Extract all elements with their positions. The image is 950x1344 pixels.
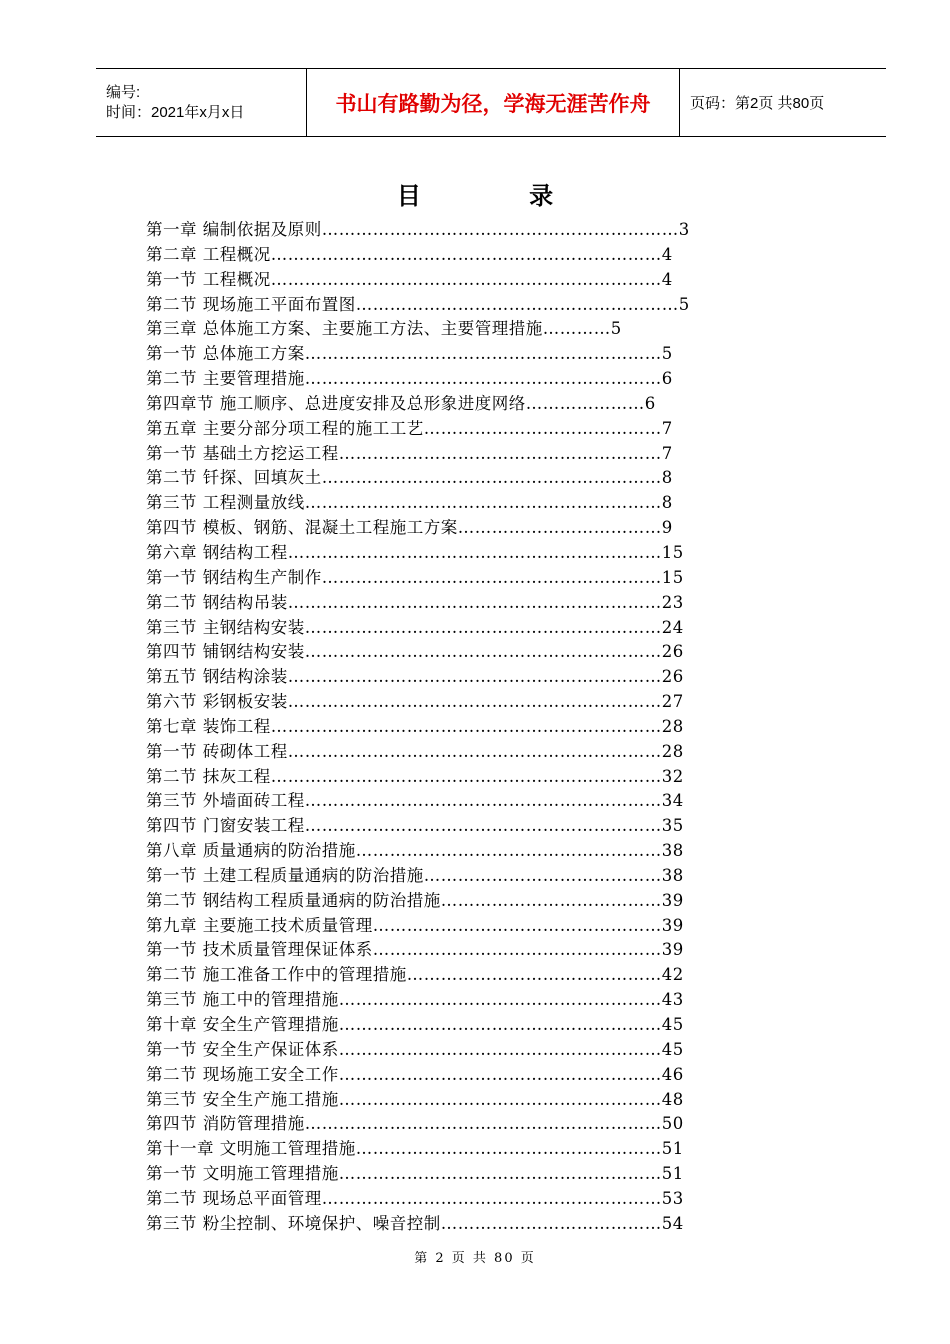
header-time: 时间：2021年x月x日	[106, 103, 245, 121]
header-motto	[307, 69, 680, 136]
toc-entry-page: 7	[661, 443, 673, 463]
toc-entry-page: 26	[661, 667, 684, 687]
toc-entry-dots: ………………………………………………………	[304, 369, 662, 389]
page-title: 目 录	[396, 182, 604, 210]
toc-entry-title: 第三节 施工中的管理措施	[146, 990, 339, 1010]
toc-entry[interactable]	[146, 268, 786, 293]
toc-entry-dots: ………………………………………………………	[304, 816, 662, 836]
toc-entry[interactable]	[146, 616, 786, 641]
toc-entry[interactable]	[146, 218, 786, 243]
toc-entry-title: 第四章节 施工顺序、总进度安排及总形象进度网络	[146, 393, 526, 413]
toc-entry-page: 45	[661, 1039, 684, 1059]
toc-entry-dots: …………………………………………………………	[287, 542, 662, 562]
toc-entry-dots: ………………………………………………	[355, 1139, 662, 1159]
toc-entry-title: 第一节 总体施工方案	[146, 344, 305, 364]
toc-entry[interactable]	[146, 466, 786, 491]
toc-entry-dots: ………………………………………………………	[304, 791, 662, 811]
toc-entry-title: 第八章 质量通病的防治措施	[146, 841, 356, 861]
toc-entry-page: 38	[661, 865, 684, 885]
toc-entry-page: 8	[661, 493, 673, 513]
toc-entry-title: 第二节 钢结构工程质量通病的防治措施	[146, 890, 441, 910]
toc-entry-title: 第十一章 文明施工管理措施	[146, 1139, 356, 1159]
toc-entry[interactable]	[146, 789, 786, 814]
toc-entry-page: 4	[661, 244, 673, 264]
toc-entry[interactable]	[146, 367, 786, 392]
toc-entry[interactable]	[146, 1187, 786, 1212]
toc-entry-title: 第二节 施工准备工作中的管理措施	[146, 965, 407, 985]
toc-entry-dots: …………………………………………………………	[287, 667, 662, 687]
toc-entry-dots: ………………………………………………………	[304, 617, 662, 637]
toc-entry-title: 第六章 钢结构工程	[146, 542, 288, 562]
toc-entry-title: 第一节 砖砌体工程	[146, 741, 288, 761]
toc-entry-title: 第四节 消防管理措施	[146, 1114, 305, 1134]
toc-entry-dots: ………………………………………………………	[304, 642, 662, 662]
toc-entry[interactable]	[146, 1212, 786, 1237]
toc-entry[interactable]	[146, 243, 786, 268]
toc-entry-title: 第二节 钎探、回填灰土	[146, 468, 322, 488]
toc-entry-title: 第一节 基础土方挖运工程	[146, 443, 339, 463]
toc-entry-title: 第一节 钢结构生产制作	[146, 567, 322, 587]
toc-entry-page: 5	[678, 294, 690, 314]
toc-entry[interactable]	[146, 1162, 786, 1187]
toc-entry-title: 第二章 工程概况	[146, 244, 271, 264]
toc-entry[interactable]	[146, 864, 786, 889]
toc-entry-title: 第五节 钢结构涂装	[146, 667, 288, 687]
toc-entry-title: 第五章 主要分部分项工程的施工工艺	[146, 418, 424, 438]
toc-entry-title: 第一章 编制依据及原则	[146, 220, 322, 239]
toc-entry[interactable]	[146, 1038, 786, 1063]
toc-entry[interactable]	[146, 591, 786, 616]
toc-entry-title: 第四节 门窗安装工程	[146, 816, 305, 836]
toc-entry-dots: ……………………………………………………………	[270, 766, 662, 786]
toc-entry-title: 第九章 主要施工技术质量管理	[146, 915, 373, 935]
toc-entry-dots: ………………………………………	[406, 965, 662, 985]
toc-entry[interactable]	[146, 442, 786, 467]
toc-entry-title: 第二节 现场总平面管理	[146, 1188, 322, 1208]
toc-entry[interactable]	[146, 516, 786, 541]
toc-entry-dots: …………………………………………………	[338, 1039, 662, 1059]
toc-entry-title: 第一节 安全生产保证体系	[146, 1039, 339, 1059]
toc-entry-page: 38	[661, 841, 684, 861]
toc-entry[interactable]	[146, 1063, 786, 1088]
toc-entry-title: 第一节 土建工程质量通病的防治措施	[146, 865, 424, 885]
toc-entry[interactable]	[146, 1088, 786, 1113]
table-of-contents	[146, 218, 786, 1237]
document-header	[96, 68, 886, 137]
toc-entry-page: 7	[661, 418, 673, 438]
toc-entry-page: 3	[678, 220, 690, 239]
toc-entry-dots: ……………………………………	[423, 865, 662, 885]
toc-entry[interactable]	[146, 988, 786, 1013]
toc-entry-page: 23	[661, 592, 684, 612]
toc-entry-dots: ……………………………………………………	[321, 468, 662, 488]
toc-entry-dots: ………………………………	[457, 518, 662, 538]
toc-entry-page: 28	[661, 716, 684, 736]
toc-entry-title: 第二节 现场施工安全工作	[146, 1064, 339, 1084]
toc-entry-page: 4	[661, 269, 673, 289]
toc-entry-title: 第六节 彩钢板安装	[146, 692, 288, 712]
header-number-label: 编号:	[106, 83, 141, 101]
toc-entry-title: 第二节 主要管理措施	[146, 369, 305, 389]
toc-entry[interactable]	[146, 765, 786, 790]
toc-entry-title: 第三节 工程测量放线	[146, 493, 305, 513]
toc-entry[interactable]	[146, 690, 786, 715]
toc-entry-title: 第一节 文明施工管理措施	[146, 1164, 339, 1184]
toc-entry-page: 15	[661, 542, 684, 562]
toc-entry-dots: ……………………………………………………	[321, 1188, 662, 1208]
toc-entry-page: 43	[661, 990, 684, 1010]
toc-entry-title: 第三节 外墙面砖工程	[146, 791, 305, 811]
toc-entry-dots: …………………………………………………………	[287, 692, 662, 712]
toc-entry-title: 第一节 技术质量管理保证体系	[146, 940, 373, 960]
toc-entry-dots: …………………………………………………	[338, 1015, 662, 1034]
header-motto-text: 书山有路勤为径，学海无涯苦作舟	[335, 91, 651, 116]
toc-entry-page: 5	[610, 319, 622, 339]
toc-entry[interactable]	[146, 914, 786, 939]
page-footer: 第 2 页 共 80 页	[414, 1251, 536, 1266]
toc-entry-title: 第四节 铺钢结构安装	[146, 642, 305, 662]
toc-entry-dots: …………	[542, 319, 611, 339]
header-page-info	[680, 69, 886, 136]
toc-entry[interactable]	[146, 417, 786, 442]
toc-entry-dots: …………………………………………………	[338, 1164, 662, 1184]
toc-entry-title: 第二节 现场施工平面布置图	[146, 294, 356, 314]
toc-entry-page: 51	[661, 1139, 684, 1159]
toc-entry[interactable]	[146, 665, 786, 690]
toc-entry-dots: ……………………………………………………	[321, 567, 662, 587]
toc-entry-page: 48	[661, 1089, 684, 1109]
toc-entry-dots: ………………………………………………………	[304, 344, 662, 364]
toc-entry-page: 50	[661, 1114, 684, 1134]
toc-entry[interactable]	[146, 293, 786, 318]
toc-entry-page: 6	[644, 393, 656, 413]
toc-entry-dots: ………………………………………………………	[321, 220, 679, 239]
header-meta	[96, 69, 307, 136]
toc-entry-dots: ……………………………………	[423, 418, 662, 438]
toc-entry[interactable]	[146, 640, 786, 665]
toc-entry[interactable]	[146, 317, 786, 342]
toc-entry-page: 54	[661, 1213, 684, 1233]
toc-entry-page: 9	[661, 518, 673, 538]
toc-entry[interactable]	[146, 392, 786, 417]
toc-entry-dots: ……………………………………………	[372, 915, 662, 935]
toc-entry-page: 39	[661, 915, 684, 935]
toc-entry-page: 53	[661, 1188, 684, 1208]
toc-entry-title: 第三节 安全生产施工措施	[146, 1089, 339, 1109]
toc-entry-page: 24	[661, 617, 684, 637]
toc-entry-dots: …………………………………………………………	[287, 592, 662, 612]
toc-entry[interactable]	[146, 839, 786, 864]
toc-entry-dots: …………………………………………………	[338, 1089, 662, 1109]
toc-entry-page: 26	[661, 642, 684, 662]
toc-entry-dots: ……………………………………………………………	[270, 716, 662, 736]
toc-entry[interactable]	[146, 1013, 786, 1038]
toc-entry-page: 34	[661, 791, 684, 811]
header-page-info-text: 页码：第2页 共80页	[690, 95, 825, 112]
toc-entry-title: 第二节 抹灰工程	[146, 766, 271, 786]
toc-entry-dots: …………………………………………………	[338, 1064, 662, 1084]
toc-entry-title: 第三节 主钢结构安装	[146, 617, 305, 637]
toc-entry-page: 51	[661, 1164, 684, 1184]
toc-entry-page: 27	[661, 692, 684, 712]
toc-entry[interactable]	[146, 1137, 786, 1162]
toc-entry-page: 42	[661, 965, 684, 985]
toc-entry-dots: ………………………………………………………	[304, 493, 662, 513]
toc-entry-page: 39	[661, 940, 684, 960]
toc-entry[interactable]	[146, 963, 786, 988]
toc-entry-dots: ………………………………………………………	[304, 1114, 662, 1134]
toc-entry-title: 第七章 装饰工程	[146, 716, 271, 736]
toc-entry[interactable]	[146, 715, 786, 740]
toc-entry[interactable]	[146, 342, 786, 367]
toc-entry-page: 39	[661, 890, 684, 910]
toc-entry-page: 6	[661, 369, 673, 389]
toc-entry-dots: ……………………………………………………………	[270, 269, 662, 289]
toc-entry-page: 45	[661, 1015, 684, 1034]
toc-entry-title: 第三节 粉尘控制、环境保护、噪音控制	[146, 1213, 441, 1233]
toc-entry-title: 第三章 总体施工方案、主要施工方法、主要管理措施	[146, 319, 543, 339]
toc-entry-dots: …………………………………………………	[338, 990, 662, 1010]
toc-entry-title: 第十章 安全生产管理措施	[146, 1015, 339, 1034]
toc-entry-dots: ……………………………………………………………	[270, 244, 662, 264]
toc-entry[interactable]	[146, 1112, 786, 1137]
toc-entry-dots: …………………………………	[440, 890, 662, 910]
toc-entry-title: 第四节 模板、钢筋、混凝土工程施工方案	[146, 518, 458, 538]
toc-entry-page: 5	[661, 344, 673, 364]
toc-entry[interactable]	[146, 814, 786, 839]
toc-entry-title: 第二节 钢结构吊装	[146, 592, 288, 612]
toc-entry[interactable]	[146, 740, 786, 765]
toc-entry-dots: ……………………………………………	[372, 940, 662, 960]
toc-entry-dots: …………………………………………………	[355, 294, 679, 314]
toc-entry-page: 28	[661, 741, 684, 761]
toc-entry-page: 35	[661, 816, 684, 836]
toc-entry[interactable]	[146, 938, 786, 963]
toc-entry[interactable]	[146, 541, 786, 566]
toc-entry-dots: …………………	[525, 393, 645, 413]
toc-entry[interactable]	[146, 491, 786, 516]
toc-entry[interactable]	[146, 566, 786, 591]
toc-entry-title: 第一节 工程概况	[146, 269, 271, 289]
toc-entry-dots: …………………………………	[440, 1213, 662, 1233]
toc-entry-page: 8	[661, 468, 673, 488]
toc-entry-page: 46	[661, 1064, 684, 1084]
toc-entry-dots: ………………………………………………	[355, 841, 662, 861]
toc-entry-page: 15	[661, 567, 684, 587]
toc-entry-page: 32	[661, 766, 684, 786]
toc-entry-dots: …………………………………………………………	[287, 741, 662, 761]
toc-entry-dots: …………………………………………………	[338, 443, 662, 463]
toc-entry[interactable]	[146, 889, 786, 914]
